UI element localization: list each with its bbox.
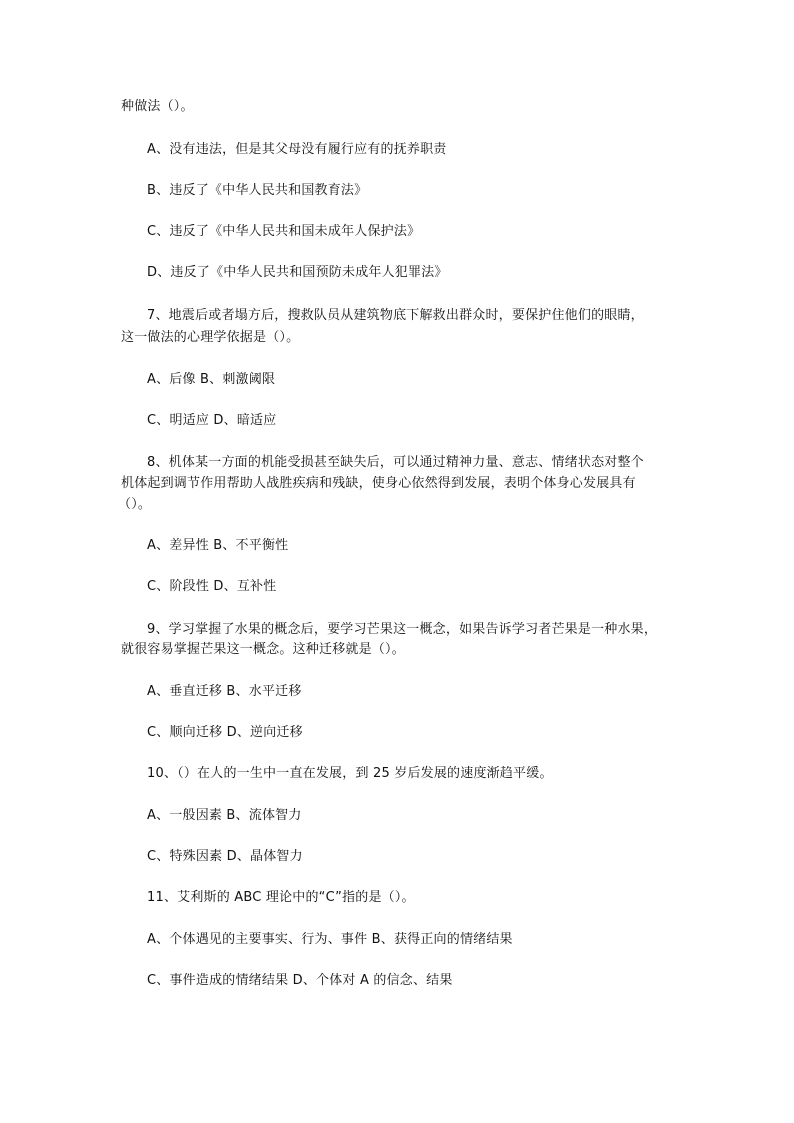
question-7-stem-cont: 这一做法的心理学依据是（）。 (121, 330, 300, 345)
question-9-stem-cont: 就很容易掌握芒果这一概念。这种迁移就是（）。 (121, 642, 405, 657)
q10-options-cd: C、特殊因素 D、晶体智力 (147, 849, 303, 864)
q10-options-ab: A、一般因素 B、流体智力 (147, 808, 302, 823)
q6-option-d: D、违反了《中华人民共和国预防未成年人犯罪法》 (147, 265, 448, 280)
question-8-stem-cont-1: 机体起到调节作用帮助人战胜疾病和残缺，使身心依然得到发展，表明个体身心发展具有 (121, 476, 636, 491)
q7-options-cd: C、明适应 D、暗适应 (147, 413, 277, 428)
question-7-stem: 7、地震后或者塌方后，搜救队员从建筑物底下解救出群众时，要保护住他们的眼睛， (147, 308, 644, 323)
q6-option-a: A、没有违法，但是其父母没有履行应有的抚养职责 (147, 142, 447, 157)
question-8-stem: 8、机体某一方面的机能受损甚至缺失后，可以通过精神力量、意志、情绪状态对整个 (147, 455, 644, 470)
question-9-stem: 9、学习掌握了水果的概念后，要学习芒果这一概念，如果告诉学习者芒果是一种水果， (147, 622, 658, 637)
q11-options-ab: A、个体遇见的主要事实、行为、事件 B、获得正向的情绪结果 (147, 932, 513, 947)
question-8-stem-cont-2: （）。 (118, 497, 152, 512)
q6-option-b: B、违反了《中华人民共和国教育法》 (147, 183, 368, 198)
q8-options-cd: C、阶段性 D、互补性 (147, 579, 277, 594)
q9-options-cd: C、顺向迁移 D、逆向迁移 (147, 725, 303, 740)
question-6-stem-tail: 种做法（）。 (121, 99, 194, 114)
q9-options-ab: A、垂直迁移 B、水平迁移 (147, 684, 302, 699)
q7-options-ab: A、后像 B、刺激阈限 (147, 372, 276, 387)
q11-options-cd: C、事件造成的情绪结果 D、个体对 A 的信念、结果 (147, 973, 453, 988)
question-11-stem: 11、艾利斯的 ABC 理论中的“C”指的是（）。 (147, 890, 415, 905)
q6-option-c: C、违反了《中华人民共和国未成年人保护法》 (147, 224, 421, 239)
q8-options-ab: A、差异性 B、不平衡性 (147, 538, 289, 553)
question-10-stem: 10、（）在人的一生中一直在发展，到 25 岁后发展的速度渐趋平缓。 (147, 766, 553, 781)
